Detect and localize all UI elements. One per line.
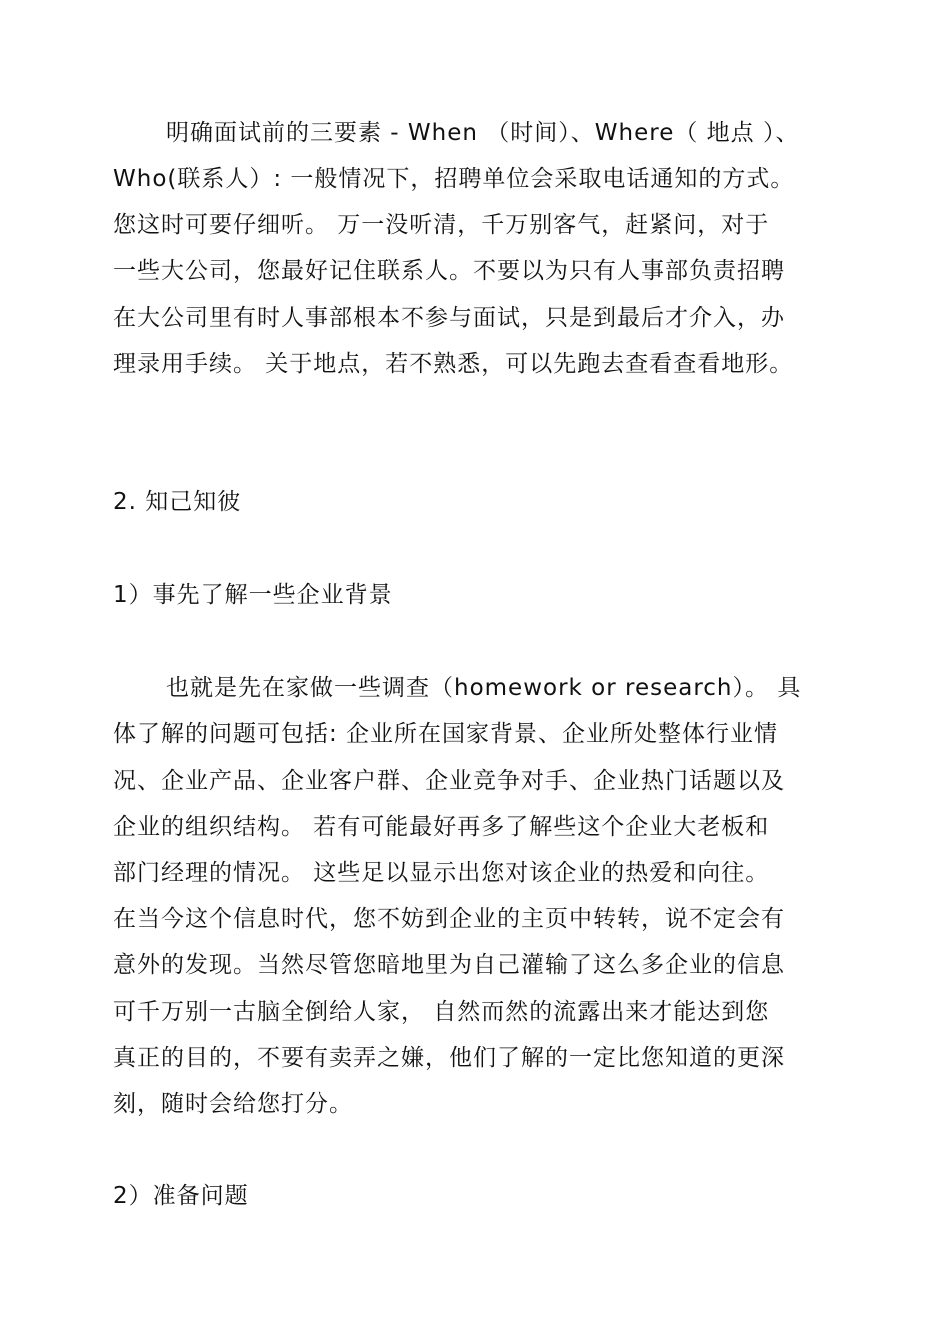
- paragraph-line: 刻，随时会给您打分。: [113, 1091, 353, 1117]
- subsection-heading: 1）事先了解一些企业背景: [113, 582, 393, 608]
- paragraph-line: 企业的组织结构。 若有可能最好再多了解些这个企业大老板和: [113, 814, 770, 840]
- paragraph-line: 况、企业产品、企业客户群、企业竞争对手、企业热门话题以及: [113, 768, 785, 794]
- subsection-heading: 2）准备问题: [113, 1183, 249, 1209]
- paragraph-line: 明确面试前的三要素 - When （时间）、Where（ 地点 ）、: [166, 120, 800, 146]
- paragraph-line: 在大公司里有时人事部根本不参与面试，只是到最后才介入，办: [113, 305, 785, 331]
- paragraph-line: 部门经理的情况。 这些足以显示出您对该企业的热爱和向往。: [113, 860, 770, 886]
- paragraph-line: 也就是先在家做一些调查（homework or research）。 具: [166, 675, 802, 701]
- section-heading: 2. 知己知彼: [113, 489, 242, 515]
- paragraph-line: 意外的发现。当然尽管您暗地里为自己灌输了这么多企业的信息: [113, 952, 785, 978]
- paragraph-line: 在当今这个信息时代，您不妨到企业的主页中转转，说不定会有: [113, 906, 785, 932]
- paragraph-line: 体了解的问题可包括: 企业所在国家背景、企业所处整体行业情: [113, 721, 779, 747]
- paragraph-line: 可千万别一古脑全倒给人家， 自然而然的流露出来才能达到您: [113, 999, 770, 1025]
- paragraph-line: 理录用手续。 关于地点，若不熟悉，可以先跑去查看查看地形。: [113, 351, 794, 377]
- paragraph-line: 真正的目的，不要有卖弄之嫌，他们了解的一定比您知道的更深: [113, 1045, 785, 1071]
- paragraph-line: Who(联系人）: 一般情况下，招聘单位会采取电话通知的方式。: [113, 166, 795, 192]
- paragraph-line: 您这时可要仔细听。 万一没听清，千万别客气，赶紧问，对于: [113, 212, 770, 238]
- paragraph-line: 一些大公司，您最好记住联系人。不要以为只有人事部负责招聘: [113, 258, 785, 284]
